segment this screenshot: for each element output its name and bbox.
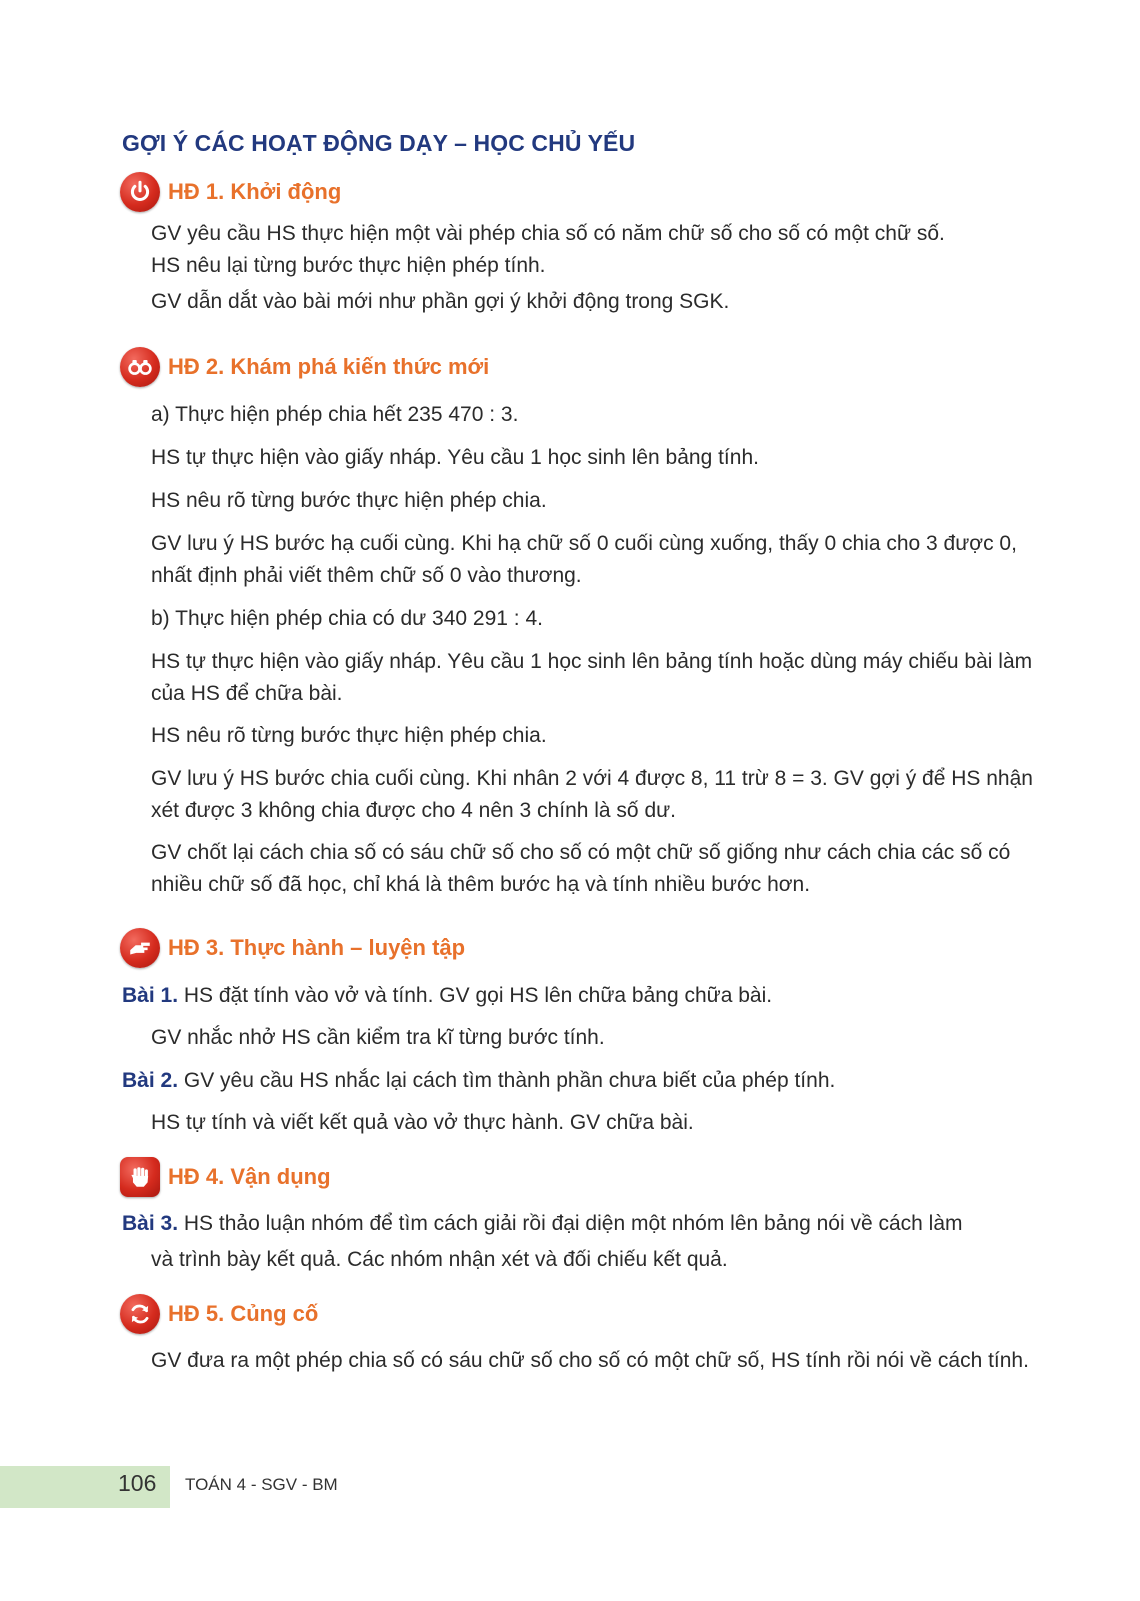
refresh-icon: [120, 1294, 160, 1334]
binoculars-icon: [120, 347, 160, 387]
bai3-label: Bài 3.: [122, 1212, 179, 1235]
bai2-label: Bài 2.: [122, 1069, 179, 1092]
hd2-paragraph-3: HS nêu rõ từng bước thực hiện phép chia.: [151, 489, 547, 512]
bai2-note: HS tự tính và viết kết quả vào vở thực hành. GV chữa bài.: [151, 1111, 694, 1134]
section-hd2-header: [120, 347, 489, 387]
section-hd1-header: [120, 172, 341, 212]
section-hd2-title: HĐ 2. Khám phá kiến thức mới: [168, 354, 490, 379]
page-heading: GỢI Ý CÁC HOẠT ĐỘNG DẠY – HỌC CHỦ YẾU: [122, 130, 636, 156]
page-number: 106: [118, 1470, 157, 1496]
bai3-line: Bài 3. HS thảo luận nhóm để tìm cách giải rồi đại diện một nhóm lên bảng nói về cách làm và trình bày kết quả. Các nhóm nhận xét và đối chiếu kết quả.: [122, 1212, 963, 1271]
hd2-paragraph-4: GV lưu ý HS bước hạ cuối cùng. Khi hạ chữ số 0 cuối cùng xuống, thấy 0 chia cho 3 được 0, nhất định phải viết thêm chữ số 0 vào thương.: [151, 532, 1017, 587]
hd1-paragraph-1: GV yêu cầu HS thực hiện một vài phép chia số có năm chữ số cho số có một chữ số. HS nêu lại từng bước thực hiện phép tính.: [151, 222, 945, 277]
section-hd4-title: HĐ 4. Vận dụng: [168, 1164, 331, 1189]
section-hd1-title: HĐ 1. Khởi động: [168, 179, 342, 204]
fist-icon: [120, 1157, 160, 1197]
book-title: TOÁN 4 - SGV - BM: [185, 1475, 338, 1494]
hd1-paragraph-2: GV dẫn dắt vào bài mới như phần gợi ý khởi động trong SGK.: [151, 290, 730, 313]
power-icon: [120, 172, 160, 212]
bai2-line: Bài 2. GV yêu cầu HS nhắc lại cách tìm thành phần chưa biết của phép tính.: [122, 1069, 836, 1092]
hd2-paragraph-9: GV chốt lại cách chia số có sáu chữ số cho số có một chữ số giống như cách chia các số có nhiều chữ số đã học, chỉ khá là thêm bước hạ và tính nhiều bước hơn.: [151, 841, 1011, 896]
bai1-label: Bài 1.: [122, 984, 179, 1007]
hd2-paragraph-6: HS tự thực hiện vào giấy nháp. Yêu cầu 1 học sinh lên bảng tính hoặc dùng máy chiếu bài làm của HS để chữa bài.: [151, 650, 1033, 705]
bai1-note: GV nhắc nhở HS cần kiểm tra kĩ từng bước tính.: [151, 1026, 605, 1049]
hd2-paragraph-5: b) Thực hiện phép chia có dư 340 291 : 4.: [151, 607, 543, 630]
section-hd4-header: [120, 1157, 331, 1197]
bai1-line: Bài 1. HS đặt tính vào vở và tính. GV gọi HS lên chữa bảng chữa bài.: [122, 984, 773, 1007]
hd2-paragraph-8: GV lưu ý HS bước chia cuối cùng. Khi nhân 2 với 4 được 8, 11 trừ 8 = 3. GV gợi ý để HS nhận xét được 3 không chia được cho 4 nên 3 chính là số dư.: [151, 767, 1033, 822]
section-hd5-header: [120, 1294, 318, 1334]
section-hd3-header: [120, 928, 465, 968]
hd2-paragraph-2: HS tự thực hiện vào giấy nháp. Yêu cầu 1 học sinh lên bảng tính.: [151, 446, 759, 469]
section-hd3-title: HĐ 3. Thực hành – luyện tập: [168, 935, 466, 960]
hd2-paragraph-7: HS nêu rõ từng bước thực hiện phép chia.: [151, 724, 547, 747]
section-hd5-title: HĐ 5. Củng cố: [168, 1301, 319, 1326]
hd2-paragraph-1: a) Thực hiện phép chia hết 235 470 : 3.: [151, 403, 519, 426]
hand-pointing-icon: [120, 928, 160, 968]
hd5-paragraph: GV đưa ra một phép chia số có sáu chữ số cho số có một chữ số, HS tính rồi nói về cách tính.: [151, 1349, 1029, 1372]
